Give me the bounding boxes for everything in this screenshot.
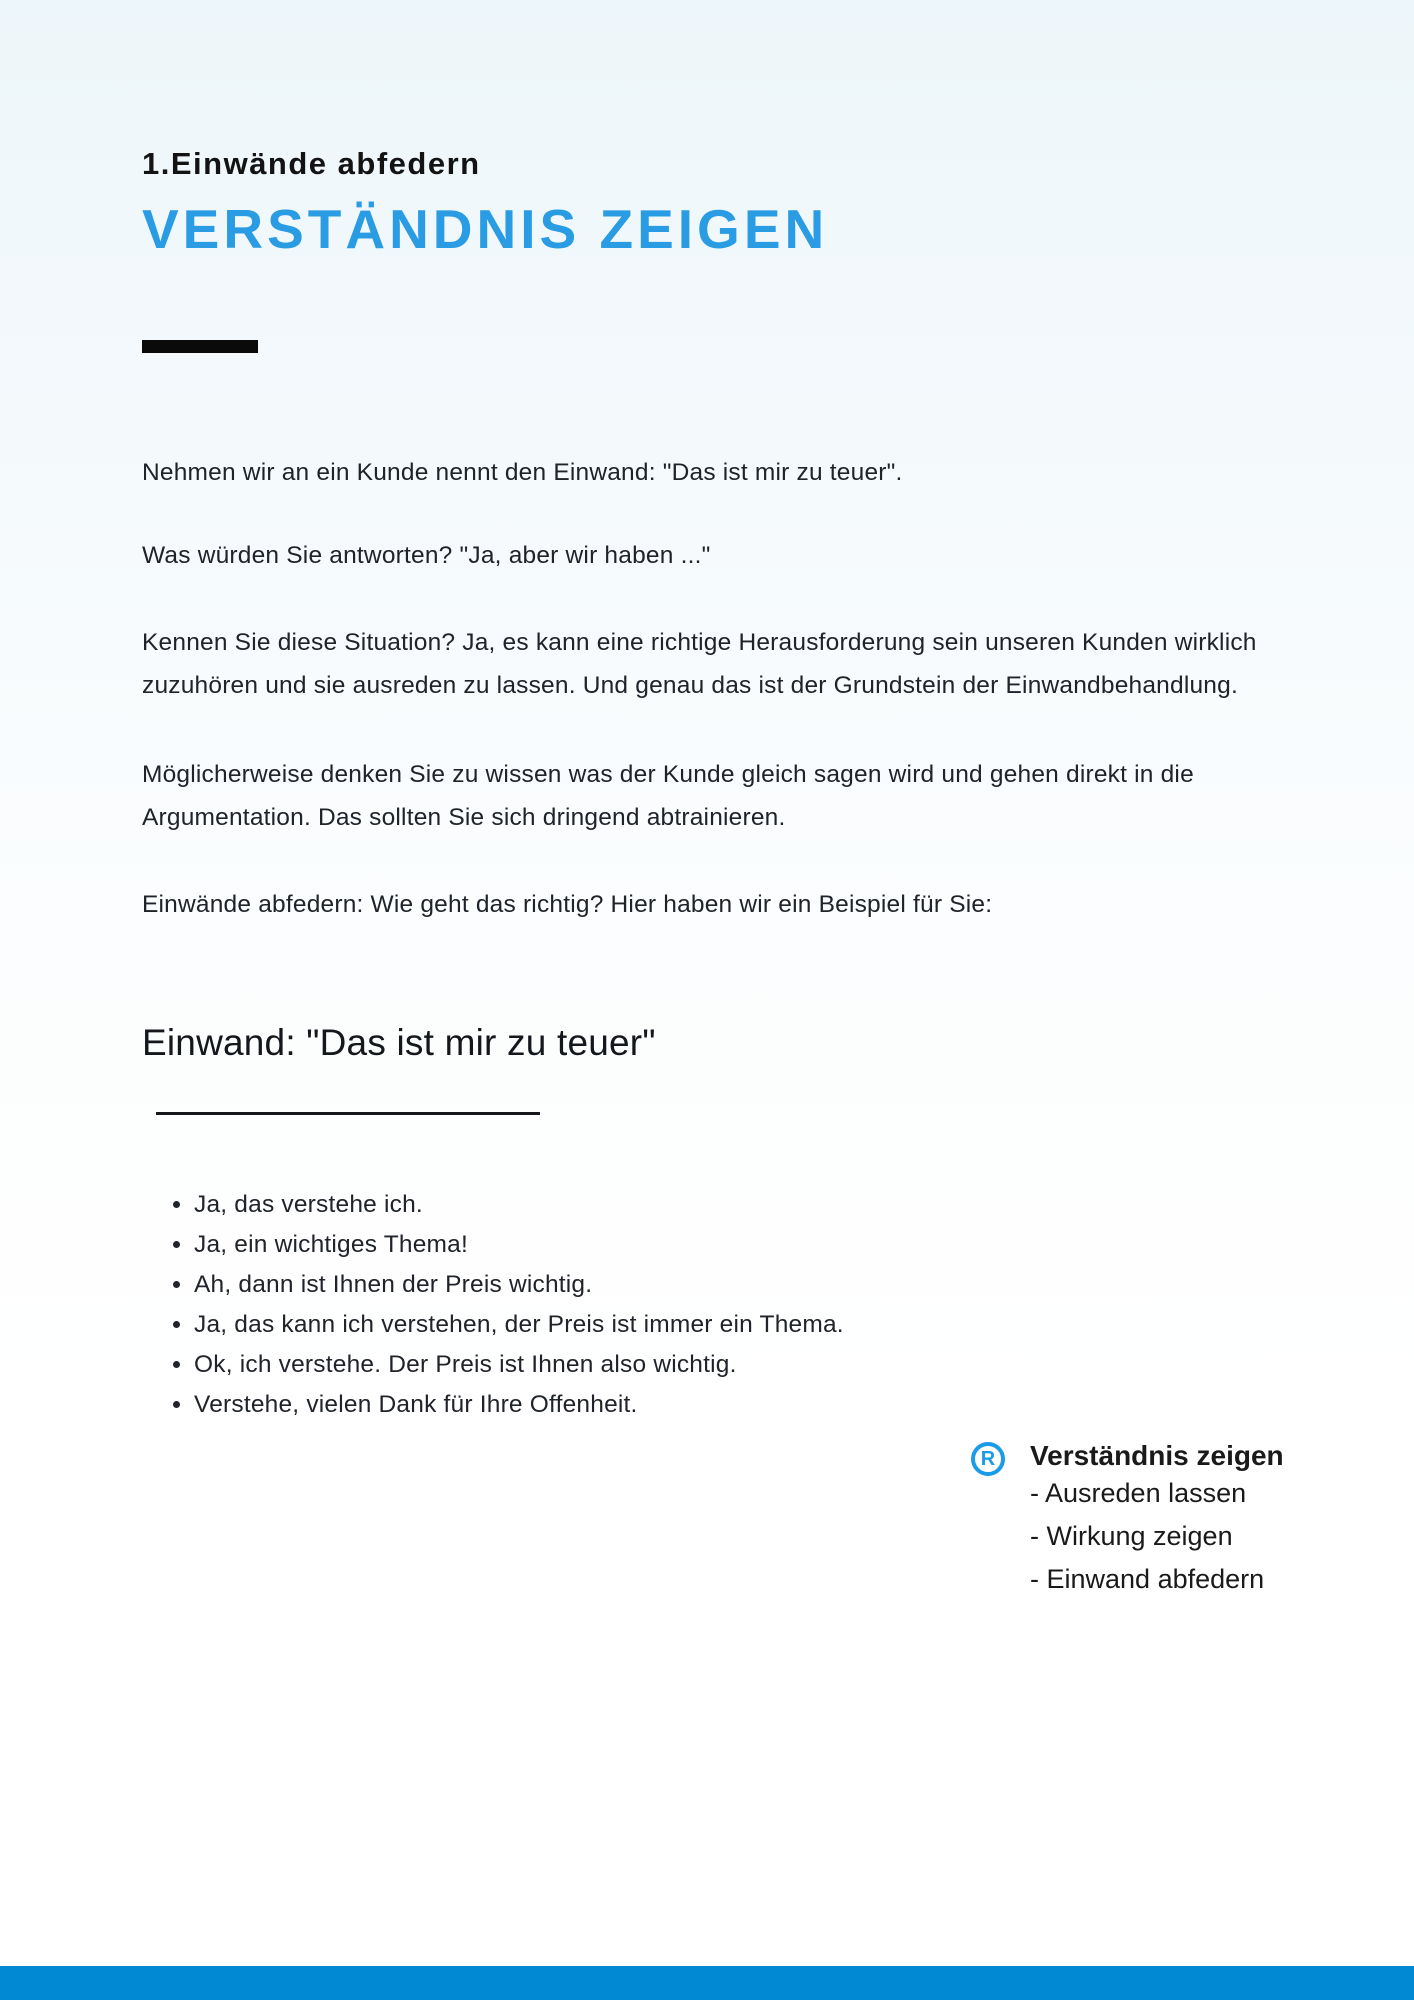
stamp-item: - Einwand abfedern (1030, 1564, 1265, 1594)
paragraph-2: Was würden Sie antworten? "Ja, aber wir haben ..." (142, 542, 711, 569)
paragraph-5: Einwände abfedern: Wie geht das richtig? Hier haben wir ein Beispiel für Sie: (142, 891, 993, 918)
stamp-title: Verständnis zeigen (1030, 1440, 1284, 1471)
stamp-item: - Ausreden lassen (1030, 1478, 1247, 1508)
response-list (142, 1185, 1304, 1425)
list-item: • Ah, dann ist Ihnen der Preis wichtig. (194, 1265, 1304, 1305)
paragraph-4: Möglicherweise denken Sie zu wissen was der Kunde gleich sagen wird und gehen direkt in die Argumentation. Das sollten Sie sich dringend abtrainieren. (142, 761, 1194, 831)
footer-accent-bar (0, 1966, 1414, 2000)
paragraph-1: Nehmen wir an ein Kunde nennt den Einwand: "Das ist mir zu teuer". (142, 459, 903, 486)
example-heading: Einwand: "Das ist mir zu teuer" (142, 1022, 656, 1063)
list-item: • Ja, ein wichtiges Thema! (194, 1225, 1304, 1265)
stamp-text-block (1030, 1440, 1284, 1601)
paragraph-3: Kennen Sie diese Situation? Ja, es kann eine richtige Herausforderung sein unseren Kunden wirklich zuzuhören und sie ausreden zu lassen. Und genau das ist der Grundstein der Einwandbehandlung. (142, 629, 1257, 699)
example-underline (156, 1112, 540, 1115)
list-item: • Ja, das verstehe ich. (194, 1185, 1304, 1225)
page-title: VERSTÄNDNIS ZEIGEN (142, 198, 829, 260)
section-kicker: 1.Einwände abfedern (142, 146, 481, 181)
list-item: • Ok, ich verstehe. Der Preis ist Ihnen also wichtig. (194, 1345, 1304, 1385)
registered-trademark-icon: R (971, 1442, 1005, 1476)
list-item: • Ja, das kann ich verstehen, der Preis ist immer ein Thema. (194, 1305, 1304, 1345)
stamp-item: - Wirkung zeigen (1030, 1521, 1233, 1551)
note-stamp (971, 1440, 1284, 1601)
list-item: • Verstehe, vielen Dank für Ihre Offenheit. (194, 1385, 1304, 1425)
title-divider-bar (142, 340, 258, 353)
